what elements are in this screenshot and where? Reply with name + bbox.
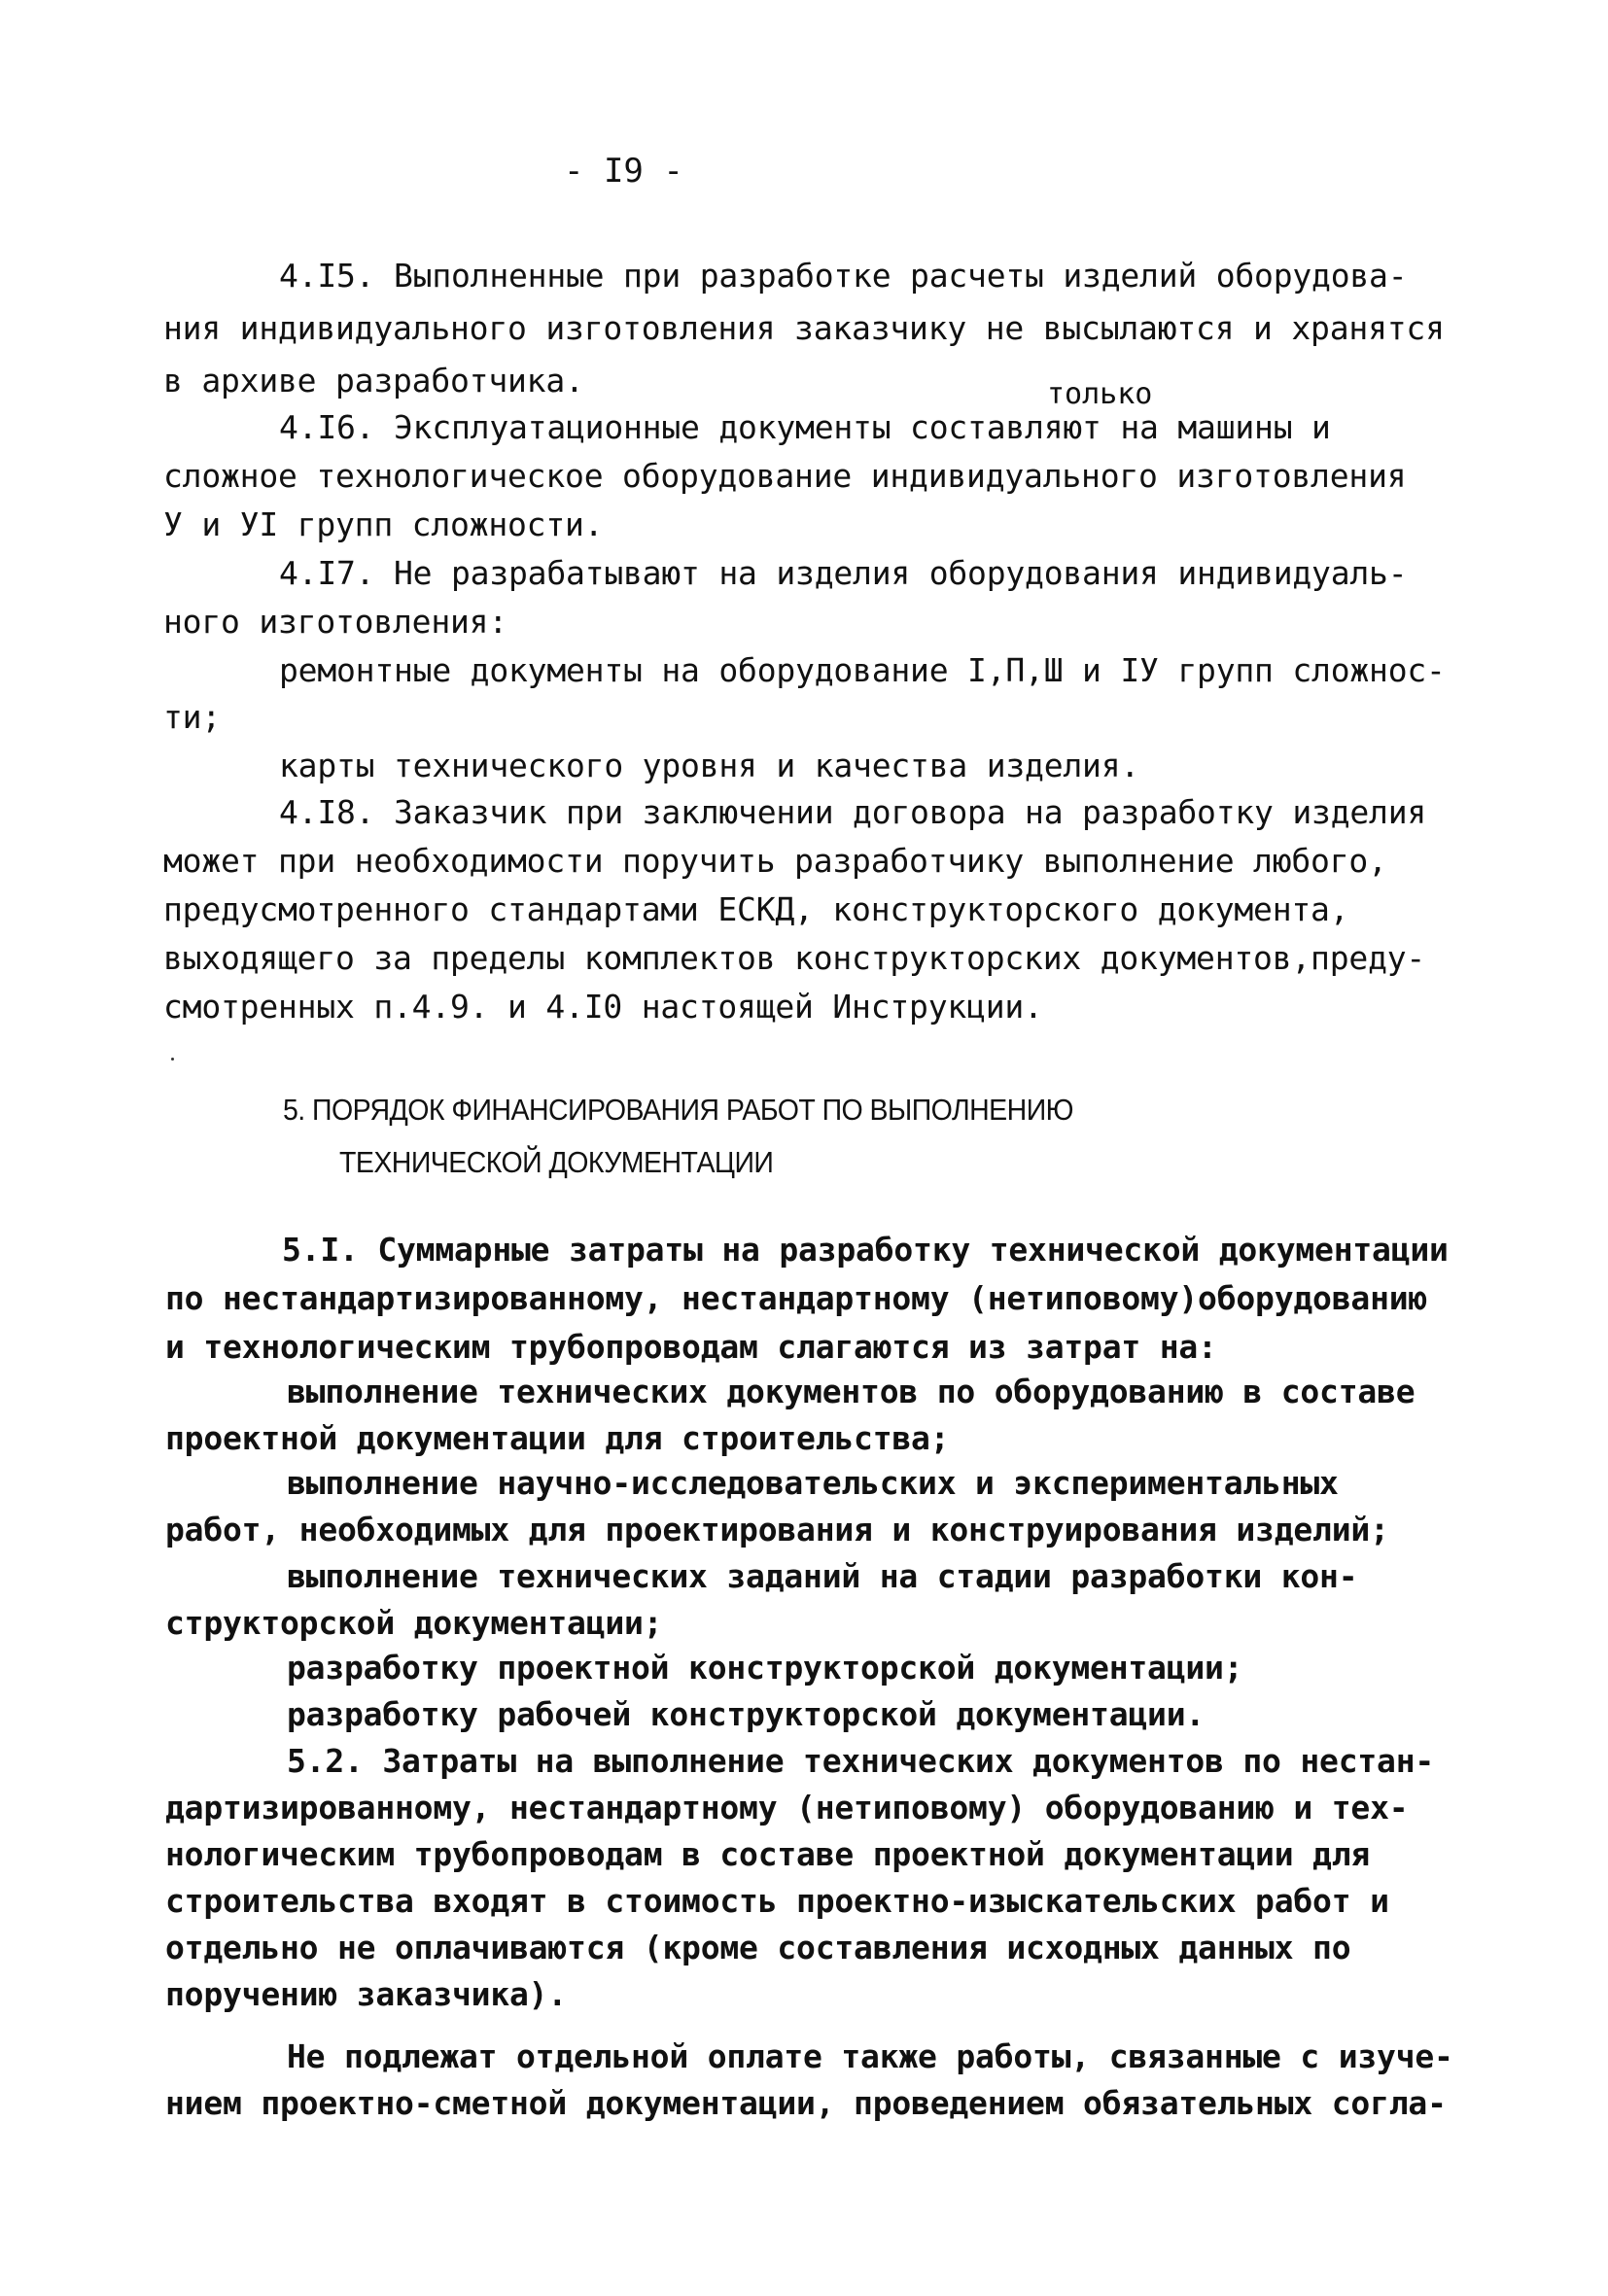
- paragraph-4-17-line-2: ного изготовления:: [163, 603, 508, 641]
- paragraph-4-17-line-4: ти;: [163, 698, 222, 736]
- paragraph-5-2-line-2: дартизированному, нестандартному (нетиповому) оборудованию и тех-: [165, 1789, 1409, 1826]
- paragraph-5-1-line-1: 5.I. Суммарные затраты на разработку технической документации: [282, 1231, 1449, 1269]
- paragraph-4-16-line-1: 4.I6. Эксплуатационные документы составляют на машины и: [279, 408, 1331, 446]
- paragraph-4-15-line-3: в архиве разработчика.: [163, 362, 584, 400]
- paragraph-4-17-line-3: ремонтные документы на оборудование I,П,Ш и IУ групп сложнос-: [279, 651, 1446, 689]
- paragraph-4-18-line-4: выходящего за пределы комплектов конструкторских документов,преду-: [163, 939, 1426, 977]
- paragraph-5-2-line-3: нологическим трубопроводам в составе проектной документации для: [165, 1835, 1371, 1873]
- paragraph-4-15-line-1: 4.I5. Выполненные при разработке расчеты изделий оборудова-: [279, 257, 1408, 295]
- paragraph-4-17-line-1: 4.I7. Не разрабатывают на изделия оборудования индивидуаль-: [279, 554, 1408, 592]
- paragraph-5-1-line-7: работ, необходимых для проектирования и конструирования изделий;: [165, 1511, 1389, 1548]
- paragraph-4-17-line-5: карты технического уровня и качества изделия.: [279, 747, 1140, 784]
- page-number: - I9 -: [564, 152, 683, 191]
- paragraph-4-18-line-1: 4.I8. Заказчик при заключении договора на разработку изделия: [279, 793, 1427, 831]
- paragraph-5-2-line-5: отдельно не оплачиваются (кроме составления исходных данных по: [165, 1929, 1351, 1966]
- paragraph-5-3-line-2: нием проектно-сметной документации, проведением обязательных согла-: [165, 2084, 1447, 2122]
- paragraph-5-3-line-1: Не подлежат отдельной оплате также работы, связанные с изуче-: [287, 2037, 1453, 2075]
- section-5-heading-line-2: ТЕХНИЧЕСКОЙ ДОКУМЕНТАЦИИ: [339, 1145, 774, 1179]
- paragraph-5-1-line-5: проектной документации для строительства;: [165, 1419, 950, 1457]
- paragraph-5-2-line-4: строительства входят в стоимость проектно-изыскательских работ и: [165, 1882, 1389, 1920]
- paragraph-5-1-line-6: выполнение научно-исследовательских и экспериментальных: [287, 1464, 1339, 1502]
- paragraph-5-1-line-10: разработку проектной конструкторской документации;: [287, 1649, 1243, 1687]
- paragraph-4-16-line-3: У и УI групп сложности.: [163, 505, 604, 543]
- paragraph-4-18-line-3: предусмотренного стандартами ЕСКД, конструкторского документа,: [163, 890, 1349, 928]
- paragraph-4-18-line-2: может при необходимости поручить разработчику выполнение любого,: [163, 842, 1387, 880]
- section-5-heading-line-1: 5. ПОРЯДОК ФИНАНСИРОВАНИЯ РАБОТ ПО ВЫПОЛНЕНИЮ: [283, 1093, 1073, 1127]
- paragraph-5-2-line-1: 5.2. Затраты на выполнение технических документов по нестан-: [287, 1742, 1435, 1780]
- paragraph-4-18-line-5: смотренных п.4.9. и 4.I0 настоящей Инструкции.: [163, 988, 1043, 1026]
- paragraph-5-1-line-8: выполнение технических заданий на стадии разработки кон-: [287, 1557, 1358, 1595]
- inserted-word: только: [1047, 377, 1153, 411]
- paragraph-5-1-line-11: разработку рабочей конструкторской документации.: [287, 1695, 1206, 1733]
- paragraph-5-1-line-3: и технологическим трубопроводам слагаются из затрат на:: [165, 1328, 1217, 1366]
- paper-speck: [171, 1058, 174, 1061]
- paragraph-5-1-line-9: структорской документации;: [165, 1604, 663, 1642]
- paragraph-5-1-line-4: выполнение технических документов по оборудованию в составе: [287, 1373, 1416, 1410]
- paragraph-5-2-line-6: поручению заказчика).: [165, 1975, 568, 2013]
- paragraph-5-1-line-2: по нестандартизированному, нестандартному (нетиповому)оборудованию: [165, 1279, 1428, 1317]
- paragraph-4-16-line-2: сложное технологическое оборудование индивидуального изготовления: [163, 457, 1407, 495]
- paragraph-4-15-line-2: ния индивидуального изготовления заказчику не высылаются и хранятся: [163, 309, 1445, 347]
